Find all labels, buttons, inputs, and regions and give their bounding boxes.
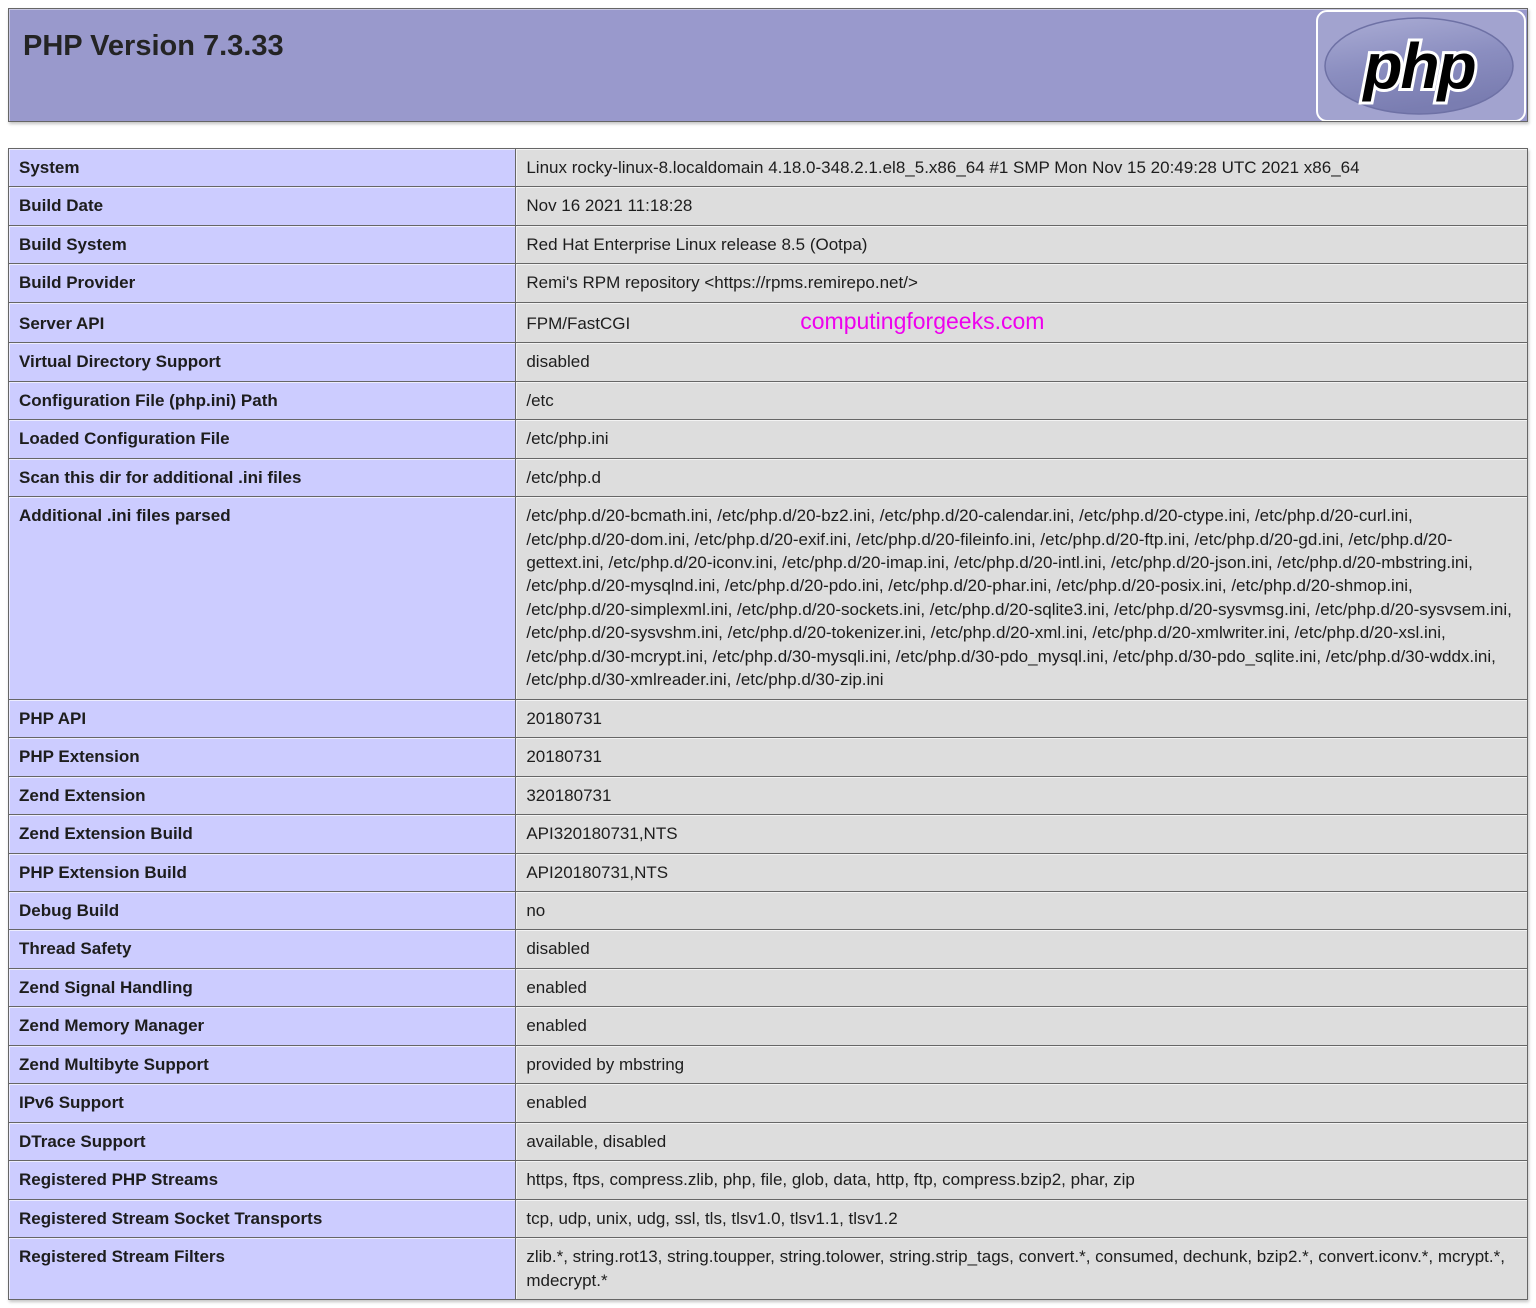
table-row [9, 699, 1528, 737]
row-value: provided by mbstring [516, 1045, 1528, 1083]
row-value: Red Hat Enterprise Linux release 8.5 (Ootpa) [516, 225, 1528, 263]
table-row [9, 187, 1528, 225]
table-row [9, 891, 1528, 929]
row-value: API20180731,NTS [516, 853, 1528, 891]
row-value: Remi's RPM repository <https://rpms.remirepo.net/> [516, 264, 1528, 302]
page-header [8, 8, 1528, 122]
php-logo-icon [1316, 10, 1526, 122]
row-value: 20180731 [516, 738, 1528, 776]
page-title: PHP Version 7.3.33 [23, 30, 284, 62]
row-value: enabled [516, 1084, 1528, 1122]
row-value: disabled [516, 343, 1528, 381]
table-row [9, 458, 1528, 496]
row-label: Zend Extension [9, 776, 516, 814]
row-value: /etc/php.ini [516, 420, 1528, 458]
info-table-body [9, 149, 1528, 1300]
php-logo-text: php [1363, 30, 1475, 102]
row-label: Build System [9, 225, 516, 263]
table-row [9, 343, 1528, 381]
row-label: Registered Stream Filters [9, 1238, 516, 1300]
row-label: DTrace Support [9, 1122, 516, 1160]
table-row [9, 968, 1528, 1006]
table-row [9, 381, 1528, 419]
row-value: 20180731 [516, 699, 1528, 737]
row-label: Additional .ini files parsed [9, 497, 516, 700]
row-label: PHP Extension Build [9, 853, 516, 891]
row-label: Zend Extension Build [9, 815, 516, 853]
row-value: 320180731 [516, 776, 1528, 814]
table-row [9, 1122, 1528, 1160]
table-row [9, 776, 1528, 814]
row-label: Zend Signal Handling [9, 968, 516, 1006]
php-info-table [8, 148, 1528, 1300]
row-label: PHP API [9, 699, 516, 737]
table-row [9, 738, 1528, 776]
row-label: Thread Safety [9, 930, 516, 968]
table-row [9, 302, 1528, 342]
row-label: Scan this dir for additional .ini files [9, 458, 516, 496]
row-label: Zend Memory Manager [9, 1007, 516, 1045]
row-label: System [9, 149, 516, 187]
row-label: Server API [9, 302, 516, 342]
row-label: Registered PHP Streams [9, 1161, 516, 1199]
table-row [9, 1161, 1528, 1199]
row-value: enabled [516, 968, 1528, 1006]
row-value: disabled [516, 930, 1528, 968]
table-row [9, 1238, 1528, 1300]
row-value: /etc/php.d/20-bcmath.ini, /etc/php.d/20-bz2.ini, /etc/php.d/20-calendar.ini, /etc/php.d/20-ctype.ini, /etc/php.d/20-curl.ini, /etc/php.d/20-dom.ini, /etc/php.d/20-exif.ini, /etc/php.d/20-fileinfo.ini, /etc/php.d/20-ftp.ini, /etc/php.d/20-gd.ini, /etc/php.d/20-gettext.ini, /etc/php.d/20-iconv.ini, /etc/php.d/20-imap.ini, /etc/php.d/20-intl.ini, /etc/php.d/20-json.ini, /etc/php.d/20-mbstring.ini, /etc/php.d/20-mysqlnd.ini, /etc/php.d/20-pdo.ini, /etc/php.d/20-phar.ini, /etc/php.d/20-posix.ini, /etc/php.d/20-shmop.ini, /etc/php.d/20-simplexml.ini, /etc/php.d/20-sockets.ini, /etc/php.d/20-sqlite3.ini, /etc/php.d/20-sysvmsg.ini, /etc/php.d/20-sysvsem.ini, /etc/php.d/20-sysvshm.ini, /etc/php.d/20-tokenizer.ini, /etc/php.d/20-xml.ini, /etc/php.d/20-xmlwriter.ini, /etc/php.d/20-xsl.ini, /etc/php.d/30-mcrypt.ini, /etc/php.d/30-mysqli.ini, /etc/php.d/30-pdo_mysql.ini, /etc/php.d/30-pdo_sqlite.ini, /etc/php.d/30-wddx.ini, /etc/php.d/30-xmlreader.ini, /etc/php.d/30-zip.ini [516, 497, 1528, 700]
row-value: zlib.*, string.rot13, string.toupper, string.tolower, string.strip_tags, convert.*, consumed, dechunk, bzip2.*, convert.iconv.*, mcrypt.*, mdecrypt.* [516, 1238, 1528, 1300]
row-value: enabled [516, 1007, 1528, 1045]
table-row [9, 264, 1528, 302]
row-label: Zend Multibyte Support [9, 1045, 516, 1083]
table-row [9, 420, 1528, 458]
row-value: https, ftps, compress.zlib, php, file, glob, data, http, ftp, compress.bzip2, phar, zip [516, 1161, 1528, 1199]
table-row [9, 1084, 1528, 1122]
row-value: available, disabled [516, 1122, 1528, 1160]
table-row [9, 497, 1528, 700]
row-label: Registered Stream Socket Transports [9, 1199, 516, 1237]
row-value: API320180731,NTS [516, 815, 1528, 853]
row-label: Configuration File (php.ini) Path [9, 381, 516, 419]
table-row [9, 1199, 1528, 1237]
row-value: /etc [516, 381, 1528, 419]
row-value: Nov 16 2021 11:18:28 [516, 187, 1528, 225]
row-value: /etc/php.d [516, 458, 1528, 496]
table-row [9, 1045, 1528, 1083]
row-label: Build Date [9, 187, 516, 225]
row-label: Build Provider [9, 264, 516, 302]
table-row [9, 930, 1528, 968]
table-row [9, 815, 1528, 853]
row-label: Debug Build [9, 891, 516, 929]
row-label: IPv6 Support [9, 1084, 516, 1122]
table-row [9, 1007, 1528, 1045]
row-value: no [516, 891, 1528, 929]
table-row [9, 225, 1528, 263]
row-value-text: FPM/FastCGI [526, 313, 631, 333]
row-label: Virtual Directory Support [9, 343, 516, 381]
row-value [516, 302, 1528, 342]
row-label: Loaded Configuration File [9, 420, 516, 458]
row-label: PHP Extension [9, 738, 516, 776]
row-value: Linux rocky-linux-8.localdomain 4.18.0-348.2.1.el8_5.x86_64 #1 SMP Mon Nov 15 20:49:28 UTC 2021 x86_64 [516, 149, 1528, 187]
site-watermark: computingforgeeks.com [800, 307, 1045, 334]
row-value: tcp, udp, unix, udg, ssl, tls, tlsv1.0, tlsv1.1, tlsv1.2 [516, 1199, 1528, 1237]
table-row [9, 853, 1528, 891]
table-row [9, 149, 1528, 187]
